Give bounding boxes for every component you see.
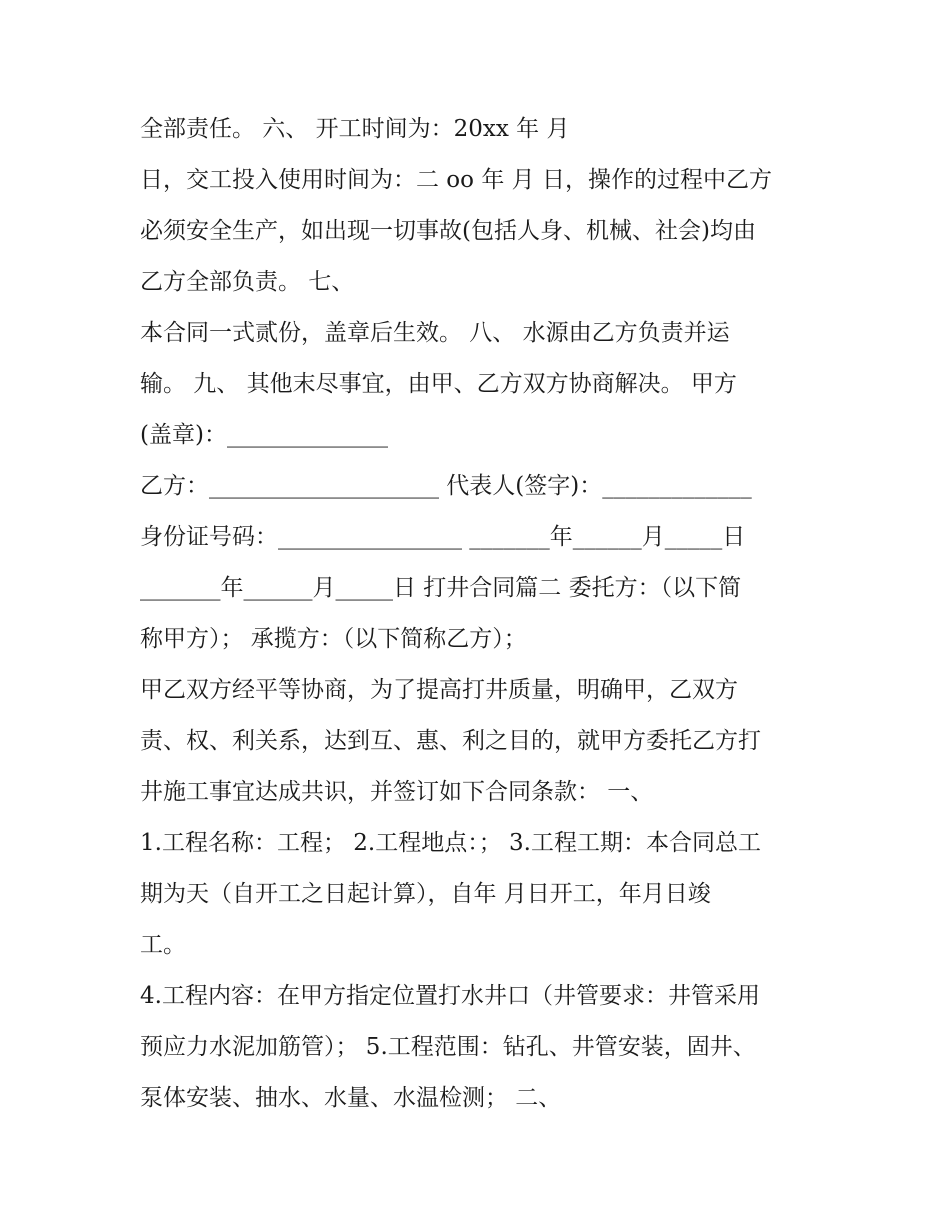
- text-line: 井施工事宜达成共识，并签订如下合同条款： 一、: [140, 779, 654, 805]
- text-line: 日，交工投入使用时间为：二 oo 年 月 日，操作的过程中乙方: [140, 167, 772, 193]
- text-line: 1.工程名称：工程； 2.工程地点：； 3.工程工期：本合同总工: [140, 830, 761, 856]
- text-line: 称甲方）； 承揽方：（以下简称乙方）；: [140, 626, 527, 652]
- text-line: 甲乙双方经平等协商，为了提高打井质量，明确甲，乙双方: [140, 677, 738, 703]
- text-line: _______年______月_____日 打井合同篇二 委托方：（以下简: [140, 575, 742, 601]
- id-number-line: 身份证号码：________________ _______年______月_____日: [140, 524, 746, 550]
- signature-line-party-a: (盖章)：______________: [140, 422, 388, 448]
- text-line: 责、权、利关系，达到互、惠、利之目的，就甲方委托乙方打: [140, 728, 761, 754]
- text-line: 泵体安装、抽水、水量、水温检测； 二、: [140, 1085, 562, 1111]
- text-line: 4.工程内容：在甲方指定位置打水井口（井管要求：井管采用: [140, 983, 760, 1009]
- text-line: 必须安全生产，如出现一切事故(包括人身、机械、社会)均由: [140, 218, 756, 244]
- text-line: 输。 九、 其他末尽事宜，由甲、乙方双方协商解决。 甲方: [140, 371, 737, 397]
- signature-line-party-b: 乙方：____________________ 代表人(签字)：_____________: [140, 473, 752, 499]
- contract-text: [140, 107, 840, 1127]
- text-line: 工。: [140, 932, 186, 958]
- text-line: 全部责任。 六、 开工时间为：20xx 年 月: [140, 116, 570, 142]
- text-line: 期为天（自开工之日起计算），自年 月日开工，年月日竣: [140, 881, 711, 907]
- text-line: 预应力水泥加筋管）； 5.工程范围：钻孔、井管安装，固井、: [140, 1034, 756, 1060]
- text-line: 乙方全部负责。 七、: [140, 269, 355, 295]
- text-line: 本合同一式贰份，盖章后生效。 八、 水源由乙方负责并运: [140, 320, 730, 346]
